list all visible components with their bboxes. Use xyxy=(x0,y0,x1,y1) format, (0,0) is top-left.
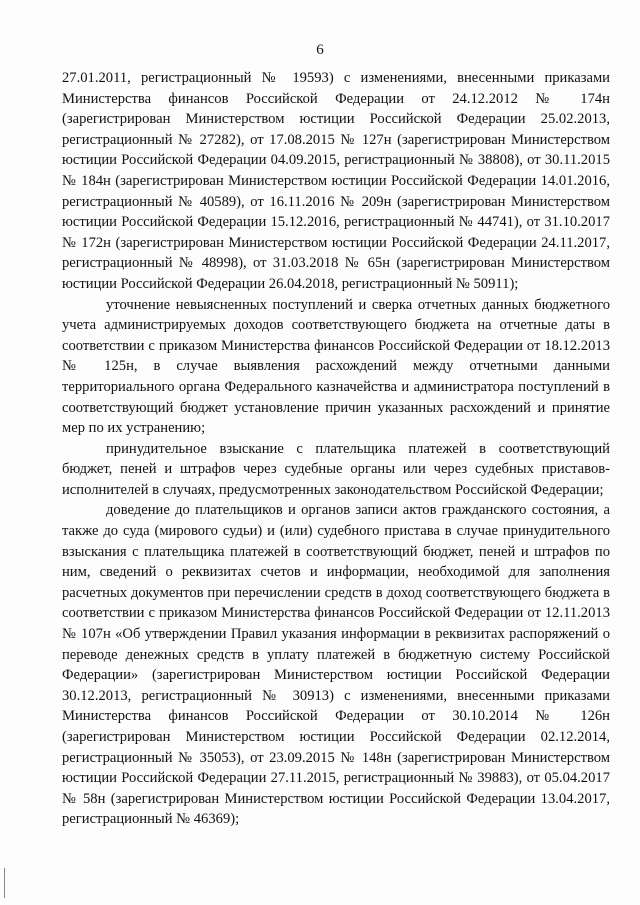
paragraph-reconciliation: уточнение невыясненных поступлений и сверка отчетных данных бюджетного учета администрируемых доходов соответствующего бюджета на отчетные даты в соответствии с приказом Министерства финансов Российской Федерации от 18.12.2013 № 125н, в случае выявления расхождений между отчетными данными территориального органа Федерального казначейства и администратора поступлений в соответствующий бюджет установление причин указанных расхождений и принятие мер по их устранению; xyxy=(62,296,610,437)
document-body xyxy=(62,68,610,830)
paragraph-notification: доведение до плательщиков и органов записи актов гражданского состояния, а также до суда (мирового судьи) и (или) судебного пристава в случае принудительного взыскания с плательщика платежей в соответствующий бюджет, пеней и штрафов по ним, сведений о реквизитах счетов и информации, необходимой для заполнения расчетных документов при перечислении средств в доход соответствующего бюджета в соответствии с приказом Министерства финансов Российской Федерации от 12.11.2013 № 107н «Об утверждении Правил указания информации в реквизитах распоряжений о переводе денежных средств в уплату платежей в бюджетную систему Российской Федерации» (зарегистрирован Министерством юстиции Российской Федерации 30.12.2013, регистрационный № 30913) с изменениями, внесенными приказами Министерства финансов Российской Федерации от 30.10.2014 № 126н (зарегистрирован Министерством юстиции Российской Федерации 02.12.2014, регистрационный № 35053), от 23.09.2015 № 148н (зарегистрирован Министерством юстиции Российской Федерации 27.11.2015, регистрационный № 39883), от 05.04.2017 № 58н (зарегистрирован Министерством юстиции Российской Федерации 13.04.2017, регистрационный № 46369); xyxy=(62,502,610,828)
paragraph-enforced-collection: принудительное взыскание с плательщика платежей в соответствующий бюджет, пеней и штрафов через судебные органы или через судебных приставов-исполнителей в случаях, предусмотренных законодательством Российской Федерации; xyxy=(62,440,610,498)
page-number: 6 xyxy=(316,42,324,58)
scan-edge-mark xyxy=(4,868,5,898)
paragraph-continuation: 27.01.2011, регистрационный № 19593) с изменениями, внесенными приказами Министерства финансов Российской Федерации от 24.12.2012 № 174н (зарегистрирован Министерством юстиции Российской Федерации 25.02.2013, регистрационный № 27282), от 17.08.2015 № 127н (зарегистрирован Министерством юстиции Российской Федерации 04.09.2015, регистрационный № 38808), от 30.11.2015 № 184н (зарегистрирован Министерством юстиции Российской Федерации 14.01.2016, регистрационный № 40589), от 16.11.2016 № 209н (зарегистрирован Министерством юстиции Российской Федерации 15.12.2016, регистрационный № 44741), от 31.10.2017 № 172н (зарегистрирован Министерством юстиции Российской Федерации 24.11.2017, регистрационный № 48998), от 31.03.2018 № 65н (зарегистрирован Министерством юстиции Российской Федерации 26.04.2018, регистрационный № 50911); xyxy=(62,70,610,292)
